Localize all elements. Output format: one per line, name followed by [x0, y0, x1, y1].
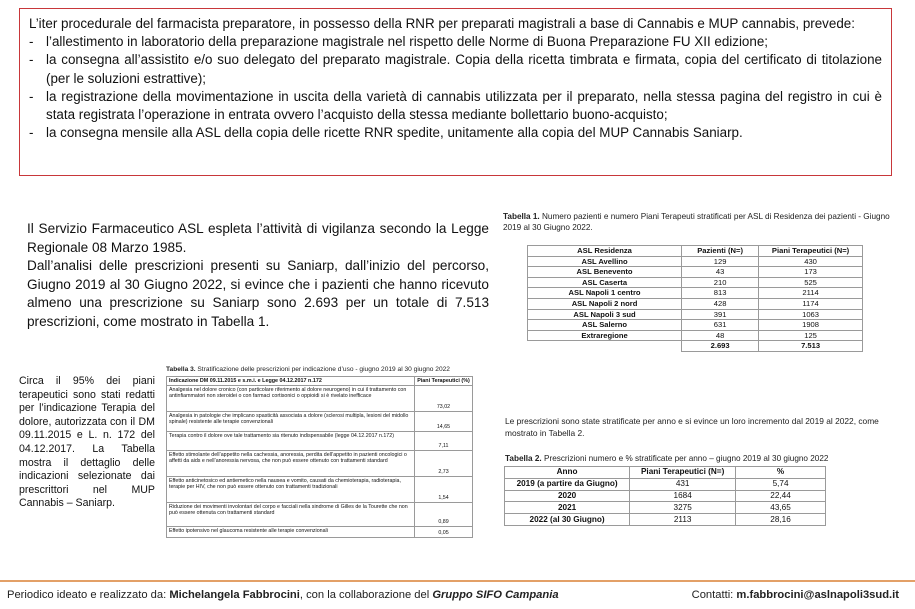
procedure-item: - la consegna all’assistito e/o suo delegato del preparato magistrale. Copia della ricetta timbrata e firmata, copia del certificato di titolazione (per le soluzioni estrattive);: [29, 51, 882, 87]
table-row: [528, 320, 863, 331]
table2-caption: Tabella 2. Prescrizioni numero e % stratificate per anno – giugno 2019 al 30 giugno 2022: [505, 454, 829, 463]
procedure-item: - l’allestimento in laboratorio della preparazione magistrale nel rispetto delle Norme di Buona Preparazione FU XII edizione;: [29, 33, 882, 51]
table2: [504, 466, 826, 526]
procedure-item: - la registrazione della movimentazione in uscita della varietà di cannabis utilizzata per il preparato, nella stessa pagina del registro in cui è stata registrata l’operazione in entrata ovvero l’acquisto della stessa mediante bollettario buono-acquisto;: [29, 88, 882, 124]
table-cell: 1684: [630, 490, 736, 502]
table-cell: Effetto anticinetosico ed antiemetico nella nausea e vomito, causati da chemioterapia, radioterapia, terapie per HIV, che non può essere ottenuto con trattamenti tradizionali: [167, 477, 415, 503]
table3-header: Piani Terapeutici (%): [415, 377, 473, 386]
procedure-item: - la consegna mensile alla ASL della copia delle ricette RNR spedite, unitamente alla copia del MUP Cannabis Saniarp.: [29, 124, 882, 142]
table-cell: 1063: [759, 309, 863, 320]
table-row: [505, 514, 826, 526]
table1-caption: Tabella 1. Numero pazienti e numero Piani Terapeuti stratificati per ASL di Residenza dei pazienti - Giugno 2019 al 30 Giugno 2022.: [503, 212, 890, 232]
main-paragraph-2: Dall’analisi delle prescrizioni presenti su Saniarp, dall’inizio del percorso, Giugno 2019 al 30 Giugno 2022, si evince che i pazienti che hanno ricevuto almeno una prescrizione su Saniarp sono 2.693 per un totale di 7.513 prescrizioni, come mostrato in Tabella 1.: [27, 258, 489, 329]
table-row: [528, 330, 863, 341]
table-cell: 525: [759, 277, 863, 288]
table-row: [167, 477, 473, 503]
table-cell: 3275: [630, 502, 736, 514]
table-cell: ASL Napoli 3 sud: [528, 309, 682, 320]
table-row: [528, 256, 863, 267]
table-cell: ASL Napoli 1 centro: [528, 288, 682, 299]
table-cell: 2022 (al 30 Giugno): [505, 514, 630, 526]
table2-header: Anno: [505, 467, 630, 479]
table1-total-plans: 7.513: [759, 341, 863, 352]
table-cell: [528, 341, 682, 352]
table1: [527, 245, 863, 352]
procedure-box: [19, 8, 892, 176]
table-cell: 428: [682, 298, 759, 309]
table2-header: Piani Terapeutici (N=): [630, 467, 736, 479]
table-cell: Analgesia nel dolore cronico (con particolare riferimento al dolore neurogeno) in cui il trattamento con antinfiammatori non steroidei o con farmaci cortisonici o oppioidi si è rivelato inefficace: [167, 386, 415, 412]
table-cell: 2114: [759, 288, 863, 299]
table-cell: ASL Salerno: [528, 320, 682, 331]
main-paragraph-1: Il Servizio Farmaceutico ASL espleta l’attività di vigilanza secondo la Legge Regionale 08 Marzo 1985.: [27, 221, 489, 255]
table-row: [167, 386, 473, 412]
table-cell: 173: [759, 267, 863, 278]
table-cell: 210: [682, 277, 759, 288]
table-cell: 1,54: [415, 477, 473, 503]
table-cell: 813: [682, 288, 759, 299]
table2-header: %: [736, 467, 826, 479]
table-row: [528, 309, 863, 320]
table-cell: 5,74: [736, 478, 826, 490]
footer-contact: [692, 588, 899, 602]
stratification-text: Le prescrizioni sono state stratificate per anno e si evince un loro incremento dal 2019 al 2022, come mostrato in Tabella 2.: [505, 416, 879, 438]
table-cell: 431: [630, 478, 736, 490]
table-cell: 28,16: [736, 514, 826, 526]
table2-header-row: [505, 467, 826, 479]
table3-header: Indicazione DM 09.11.2015 e s.m.i. e Legge 04.12.2017 n.172: [167, 377, 415, 386]
table1-total-row: [528, 341, 863, 352]
footer-middle: , con la collaborazione del: [299, 589, 433, 601]
table-cell: 48: [682, 330, 759, 341]
table-cell: ASL Caserta: [528, 277, 682, 288]
table-cell: 43,65: [736, 502, 826, 514]
table-cell: 0,89: [415, 503, 473, 527]
table-cell: 391: [682, 309, 759, 320]
table3-header-row: [167, 377, 473, 386]
table-row: [167, 451, 473, 477]
main-text: [27, 220, 489, 332]
table-cell: ASL Benevento: [528, 267, 682, 278]
table-row: [505, 478, 826, 490]
footer-author: Michelangela Fabbrocini: [169, 589, 300, 601]
table-row: [528, 298, 863, 309]
table-cell: 2113: [630, 514, 736, 526]
footer-prefix: Periodico ideato e realizzato da:: [7, 589, 170, 601]
table-cell: 2,73: [415, 451, 473, 477]
table1-header: ASL Residenza: [528, 246, 682, 257]
table-cell: 7,11: [415, 432, 473, 451]
footer-group: Gruppo SIFO Campania: [432, 589, 559, 601]
table-cell: 2019 (a partire da Giugno): [505, 478, 630, 490]
table-cell: Effetto ipotensivo nel glaucoma resistente alle terapie convenzionali: [167, 527, 415, 538]
table-cell: ASL Avellino: [528, 256, 682, 267]
table1-header: Piani Terapeutici (N=): [759, 246, 863, 257]
table-cell: 125: [759, 330, 863, 341]
table-cell: ASL Napoli 2 nord: [528, 298, 682, 309]
contact-label: Contatti:: [691, 589, 737, 601]
table-row: [505, 490, 826, 502]
table-cell: 1174: [759, 298, 863, 309]
table1-total-patients: 2.693: [682, 341, 759, 352]
table-cell: 129: [682, 256, 759, 267]
table-cell: 43: [682, 267, 759, 278]
table1-header-row: [528, 246, 863, 257]
contact-email[interactable]: m.fabbrocini@aslnapoli3sud.it: [736, 589, 899, 601]
table-row: [528, 277, 863, 288]
table-cell: 14,65: [415, 412, 473, 432]
table-row: [528, 288, 863, 299]
table-row: [167, 527, 473, 538]
table-cell: Extraregione: [528, 330, 682, 341]
procedure-intro: L’iter procedurale del farmacista preparatore, in possesso della RNR per preparati magistrali a base di Cannabis e MUP cannabis, prevede:: [29, 16, 855, 31]
table-cell: Riduzione dei movimenti involontari del corpo e facciali nella sindrome di Gilles de la Tourette che non può essere ottenuta con trattamenti standard: [167, 503, 415, 527]
table-row: [167, 503, 473, 527]
table-row: [167, 412, 473, 432]
table-cell: Terapia contro il dolore ove tale trattamento sia ritenuto indispensabile (legge 04.12.2017 n.172): [167, 432, 415, 451]
table-cell: Effetto stimolante dell’appetito nella cachessia, anoressia, perdita dell’appetito in pazienti oncologici o affetti da aids e nell’anoressia nervosa, che non può essere ottenuto con trattamenti standard: [167, 451, 415, 477]
procedure-list: [29, 33, 882, 142]
table-cell: 430: [759, 256, 863, 267]
table-row: [528, 267, 863, 278]
table-cell: Analgesia in patologie che implicano spasticità associata a dolore (sclerosi multipla, lesioni del midollo spinale) resistente alle terapie convenzionali: [167, 412, 415, 432]
table-row: [167, 432, 473, 451]
table-cell: 0,05: [415, 527, 473, 538]
table-cell: 22,44: [736, 490, 826, 502]
footer: [7, 588, 907, 602]
table-cell: 73,02: [415, 386, 473, 412]
table-cell: 1908: [759, 320, 863, 331]
table-cell: 2021: [505, 502, 630, 514]
side-text: Circa il 95% dei piani terapeutici sono stati redatti per l’indicazione Terapia del dolore, autorizzata con il DM 09.11.2015 e L. n. 172 del 04.12.2017. La Tabella mostra il dettaglio delle indicazioni selezionate dai prescrittori nel MUP Cannabis – Saniarp.: [19, 375, 155, 510]
table3: [166, 376, 473, 538]
table1-header: Pazienti (N=): [682, 246, 759, 257]
table3-caption: Tabella 3. Stratificazione delle prescrizioni per indicazione d’uso - giugno 2019 al 30 giugno 2022: [166, 366, 450, 373]
table-cell: 631: [682, 320, 759, 331]
table-cell: 2020: [505, 490, 630, 502]
footer-divider: [0, 580, 915, 582]
table-row: [505, 502, 826, 514]
